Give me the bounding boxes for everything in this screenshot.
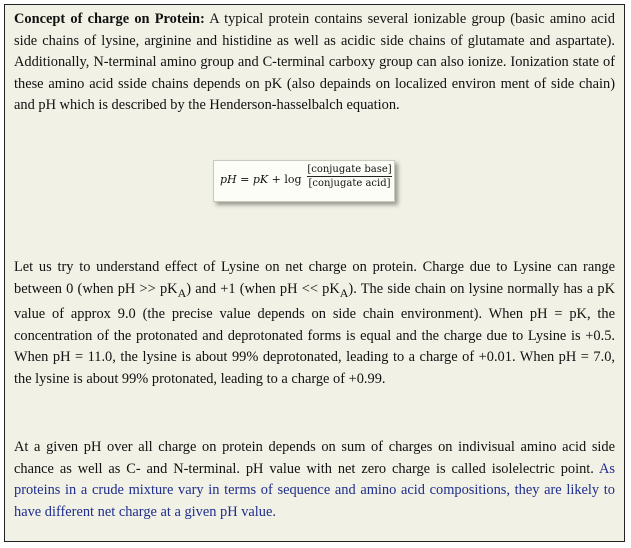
equation-lhs xyxy=(220,173,302,186)
pka-subscript-2: A xyxy=(339,285,349,300)
isoelectric-text: At a given pH over all charge on protein depends on sum of charges on indivisual amino acid side chance as well as C- and N-terminal. pH value with net zero charge is called isolelectric point. xyxy=(14,439,615,477)
content-box xyxy=(4,4,625,542)
lysine-paragraph xyxy=(14,257,615,390)
intro-text: A typical protein contains several ionizable group (basic amino acid side chains of lysine, arginine and histidine as well as acidic side chains of glutamate and aspartate). Additionally, N-terminal amino group and C-terminal carboxy group can also ionize. Ionization state of these amino acid sside chains depends on pK (also depainds on localized environ ment of side chain) and pH which is described by the Henderson-hasselbalch equation. xyxy=(14,11,615,114)
section-heading: Concept of charge on Protein: xyxy=(14,11,205,27)
lysine-text-3: ). The side chain on lysine normally has a pK value of approx 9.0 (the precise value depends on side chain environment). When pH = pK, the concentration of the protonated and deprotonated forms is equal and the charge due to Lysine is +0.5. When pH = 11.0, the lysine is about 99% deprotonated, leading to a charge of +0.01. When pH = 7.0, the lysine is about 99% protonated, leading to a charge of +0.99. xyxy=(14,280,616,387)
lysine-text-1: Let us try to understand effect of Lysine on net charge on protein. Charge due to Lysine can range between 0 (when pH >> pK xyxy=(14,259,615,297)
lysine-text-2: ) and +1 (when pH << pK xyxy=(186,280,340,297)
equation-log: log xyxy=(284,173,302,186)
equation-numerator: [conjugate base] xyxy=(307,164,392,175)
equation-fraction xyxy=(307,164,392,189)
equation-denominator: [conjugate acid] xyxy=(308,178,391,189)
pka-subscript-1: A xyxy=(177,285,187,300)
equation-lhs-text: pH = pK + xyxy=(220,173,285,186)
henderson-hasselbalch-equation xyxy=(213,160,395,202)
highlighted-text: As proteins in a crude mixture vary in terms of sequence and amino acid compositions, they are likely to have different net charge at a given pH value. xyxy=(14,460,615,520)
isoelectric-paragraph xyxy=(14,437,615,523)
intro-paragraph xyxy=(14,9,615,117)
